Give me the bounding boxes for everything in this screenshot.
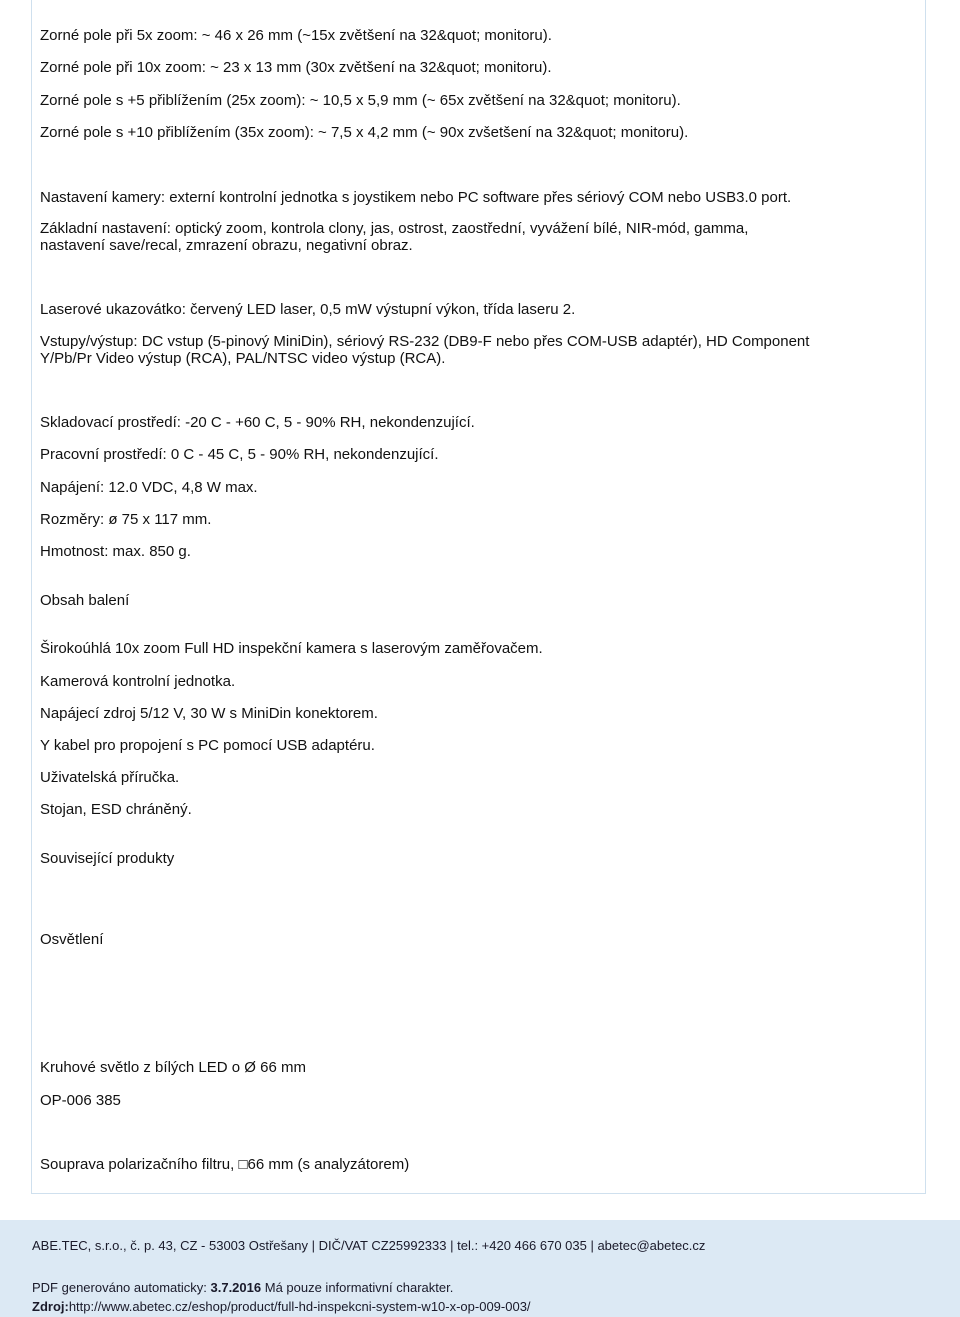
footer-source-url[interactable]: http://www.abetec.cz/eshop/product/full-hd-inspekcni-system-w10-x-op-009-003/ [68, 1299, 531, 1314]
content-frame [31, 0, 926, 1194]
package-item-camera: Širokoúhlá 10x zoom Full HD inspekční kamera s laserovým zaměřovačem. [40, 640, 543, 657]
footer-source-label: Zdroj: [32, 1299, 69, 1314]
camera-settings: Nastavení kamery: externí kontrolní jednotka s joystikem nebo PC software přes sériový COM nebo USB3.0 port. [40, 189, 792, 206]
lighting-heading[interactable]: Osvětlení [40, 931, 104, 948]
footer-company-info: ABE.TEC, s.r.o., č. p. 43, CZ - 53003 Ostřešany | DIČ/VAT CZ25992333 | tel.: +420 466 670 035 | abetec@abetec.cz [32, 1238, 706, 1253]
basic-settings-line1: Základní nastavení: optický zoom, kontrola clony, jas, ostrost, zaostřední, vyvážení bílé, NIR-mód, gamma, [40, 220, 749, 237]
fov-5x: Zorné pole při 5x zoom: ~ 46 x 26 mm (~15x zvětšení na 32&quot; monitoru). [40, 27, 552, 44]
package-item-power-supply: Napájecí zdroj 5/12 V, 30 W s MiniDin konektorem. [40, 705, 378, 722]
footer-source [32, 1299, 531, 1314]
storage-env: Skladovací prostředí: -20 C - +60 C, 5 - 90% RH, nekondenzující. [40, 414, 475, 431]
related-product-polarizing-filter[interactable]: Souprava polarizačního filtru, □66 mm (s analyzátorem) [40, 1156, 410, 1173]
package-item-y-cable: Y kabel pro propojení s PC pomocí USB adaptéru. [40, 737, 375, 754]
basic-settings-line2: nastavení save/recal, zmrazení obrazu, negativní obraz. [40, 237, 413, 254]
operating-env: Pracovní prostředí: 0 C - 45 C, 5 - 90% RH, nekondenzující. [40, 446, 439, 463]
package-item-stand: Stojan, ESD chráněný. [40, 801, 192, 818]
laser-pointer: Laserové ukazovátko: červený LED laser, 0,5 mW výstupní výkon, třída laseru 2. [40, 301, 576, 318]
weight: Hmotnost: max. 850 g. [40, 543, 191, 560]
fov-plus5: Zorné pole s +5 přiblížením (25x zoom): ~ 10,5 x 5,9 mm (~ 65x zvětšení na 32&quot; monitoru). [40, 92, 681, 109]
fov-10x: Zorné pole při 10x zoom: ~ 23 x 13 mm (30x zvětšení na 32&quot; monitoru). [40, 59, 552, 76]
footer-generated-note: Má pouze informativní charakter. [264, 1280, 454, 1295]
footer-generated-date: 3.7.2016 [210, 1280, 262, 1295]
package-heading: Obsah balení [40, 592, 130, 609]
power: Napájení: 12.0 VDC, 4,8 W max. [40, 479, 258, 496]
fov-plus10: Zorné pole s +10 přiblížením (35x zoom): ~ 7,5 x 4,2 mm (~ 90x zvšetšení na 32&quot; monitoru). [40, 124, 689, 141]
footer-generated-label: PDF generováno automaticky: [32, 1280, 207, 1295]
package-item-manual: Uživatelská příručka. [40, 769, 180, 786]
related-product-code: OP-006 385 [40, 1092, 121, 1109]
io-line2: Y/Pb/Pr Video výstup (RCA), PAL/NTSC video výstup (RCA). [40, 350, 446, 367]
related-products-heading[interactable]: Související produkty [40, 850, 175, 867]
io-line1: Vstupy/výstup: DC vstup (5-pinový MiniDin), sériový RS-232 (DB9-F nebo přes COM-USB adaptér), HD Component [40, 333, 810, 350]
footer-generated [32, 1280, 453, 1295]
package-item-control-unit: Kamerová kontrolní jednotka. [40, 673, 236, 690]
related-product-ring-light[interactable]: Kruhové světlo z bílých LED o Ø 66 mm [40, 1059, 306, 1076]
dimensions: Rozměry: ø 75 x 117 mm. [40, 511, 212, 528]
